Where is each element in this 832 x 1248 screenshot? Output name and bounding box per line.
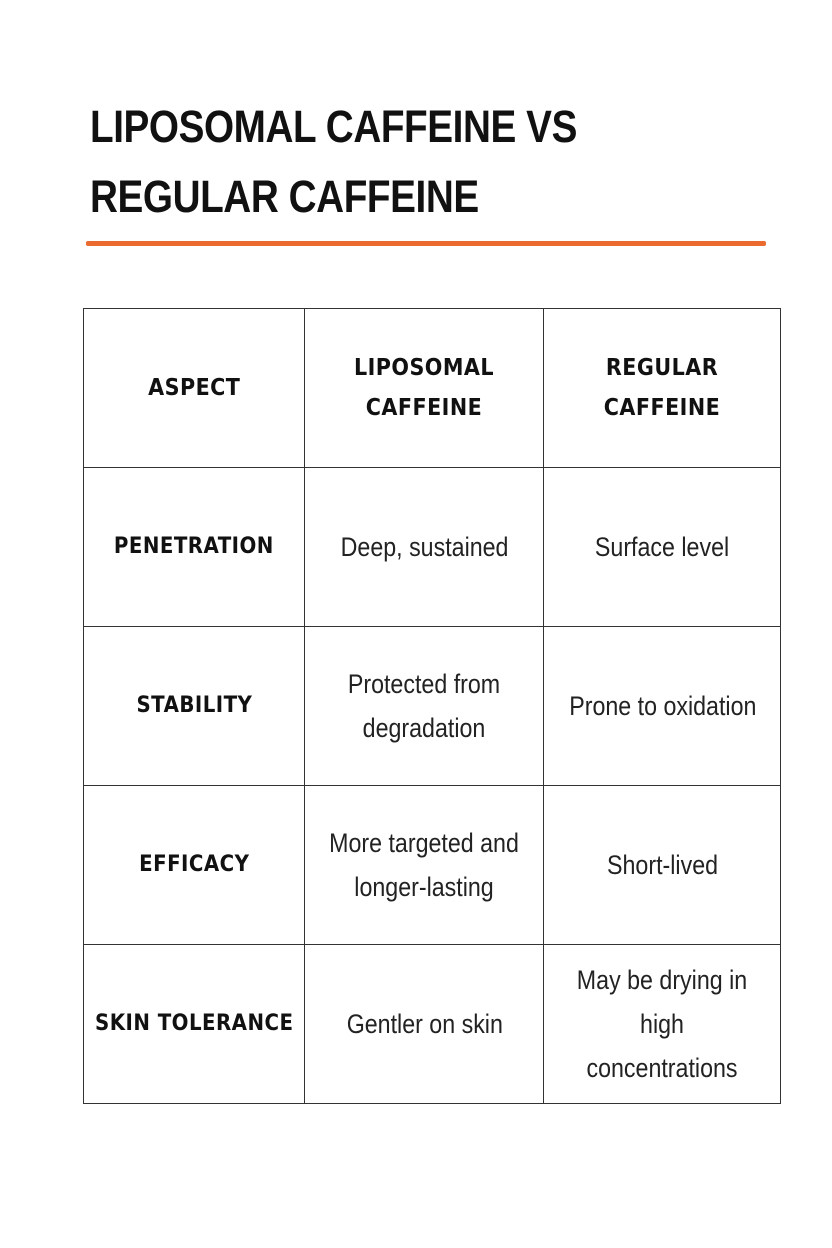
table-row <box>84 945 781 1104</box>
liposomal-value: Protected from degradation <box>348 669 501 743</box>
liposomal-value: Gentler on skin <box>346 1009 503 1039</box>
header-label-regular: REGULAR CAFFEINE <box>604 355 721 421</box>
regular-cell <box>544 468 781 627</box>
header-cell-regular <box>544 309 781 468</box>
accent-divider <box>86 241 766 246</box>
liposomal-cell <box>305 627 544 786</box>
regular-value: Short-lived <box>606 850 718 880</box>
liposomal-value: More targeted and longer-lasting <box>329 828 520 902</box>
aspect-cell <box>84 945 305 1104</box>
table-row <box>84 627 781 786</box>
liposomal-cell <box>305 945 544 1104</box>
page-title <box>90 92 675 232</box>
header-label-aspect: ASPECT <box>148 375 241 401</box>
table-header-row <box>84 309 781 468</box>
aspect-label: SKIN TOLERANCE <box>95 1011 294 1036</box>
aspect-cell <box>84 468 305 627</box>
aspect-cell <box>84 627 305 786</box>
aspect-label: EFFICACY <box>139 852 250 877</box>
page-title-line-2: REGULAR CAFFEINE <box>90 171 479 222</box>
regular-cell <box>544 945 781 1104</box>
comparison-table <box>83 308 781 1104</box>
header-cell-liposomal <box>305 309 544 468</box>
regular-value: Surface level <box>595 532 730 562</box>
table-row <box>84 468 781 627</box>
page-title-line-1: LIPOSOMAL CAFFEINE VS <box>90 101 577 152</box>
regular-value: May be drying in high concentrations <box>577 965 748 1083</box>
aspect-label: STABILITY <box>136 693 253 718</box>
regular-value: Prone to oxidation <box>568 691 757 721</box>
aspect-cell <box>84 786 305 945</box>
liposomal-cell <box>305 786 544 945</box>
table-row <box>84 786 781 945</box>
liposomal-value: Deep, sustained <box>340 532 509 562</box>
regular-cell <box>544 786 781 945</box>
header-label-liposomal: LIPOSOMAL CAFFEINE <box>354 355 495 421</box>
aspect-label: PENETRATION <box>114 534 275 559</box>
liposomal-cell <box>305 468 544 627</box>
regular-cell <box>544 627 781 786</box>
comparison-table-container <box>83 308 781 1104</box>
header-cell-aspect <box>84 309 305 468</box>
